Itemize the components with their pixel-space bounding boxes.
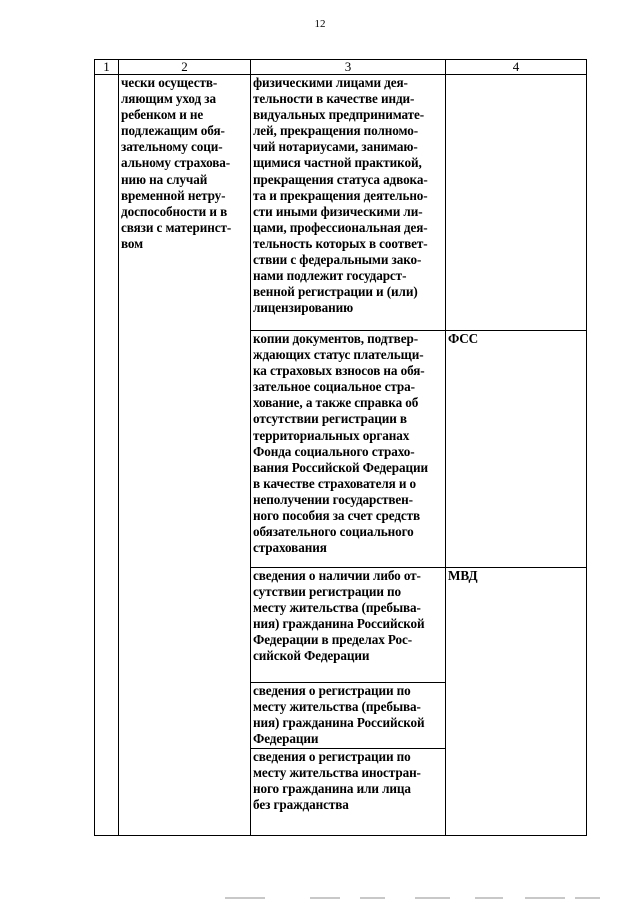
- recipient-category-cell: [119, 75, 251, 836]
- column-header-3: 3: [251, 60, 446, 75]
- authority-text: МВД: [448, 568, 478, 583]
- document-cell: [251, 331, 446, 568]
- document-text: сведения о регистрации по месту жительства иностран- ного гражданина или лица без гражданства: [253, 749, 421, 813]
- column-header-4: 4: [446, 60, 587, 75]
- document-cell: [251, 683, 446, 749]
- authority-cell: [446, 331, 587, 568]
- column-header-1: 1: [95, 60, 119, 75]
- table-header-row: [95, 60, 587, 75]
- document-cell: [251, 568, 446, 683]
- document-text: физическими лицами дея- тельности в качестве инди- видуальных предпринимате- лей, прекращения полномо- чий нотариусами, занимаю- щимися частной практикой, прекращения статуса адвока- та и прекращения деятельно- сти иными физическими ли- цами, профессиональная дея- тельность которых в соответ- ствии с федеральными зако- нами подлежит государст- венной регистрации и (или) лицензированию: [253, 75, 428, 316]
- table-row: [95, 75, 587, 331]
- document-cell: [251, 749, 446, 836]
- page-number: 12: [314, 18, 326, 30]
- document-cell: [251, 75, 446, 331]
- authority-cell: [446, 75, 587, 331]
- scan-artifact-marks: [225, 897, 605, 901]
- column-header-2: 2: [119, 60, 251, 75]
- authority-cell: [446, 568, 587, 836]
- column-1-cell: [95, 75, 119, 836]
- document-text: сведения о регистрации по месту жительства (пребыва- ния) гражданина Российской Федерации: [253, 683, 425, 747]
- recipient-category-text: чески осуществ- ляющим уход за ребенком и не подлежащим обя- зательному соци- альному страхова- нию на случай временной нетру- доспособности и в связи с материнст- вом: [121, 75, 232, 251]
- authority-text: ФСС: [448, 331, 479, 346]
- document-table: [94, 59, 587, 836]
- document-text: сведения о наличии либо от- сутствии регистрации по месту жительства (пребыва- ния) гражданина Российской Федерации в пределах Рос- сийской Федерации: [253, 568, 425, 664]
- document-text: копии документов, подтвер- ждающих статус плательщи- ка страховых взносов на обя- зательное социальное стра- хование, а также справка об отсутствии регистрации в территориальных органах Фонда социального страхо- вания Российской Федерации в качестве страхователя и о неполучении государствен- ного пособия за счет средств обязательного социального страхования: [253, 331, 428, 556]
